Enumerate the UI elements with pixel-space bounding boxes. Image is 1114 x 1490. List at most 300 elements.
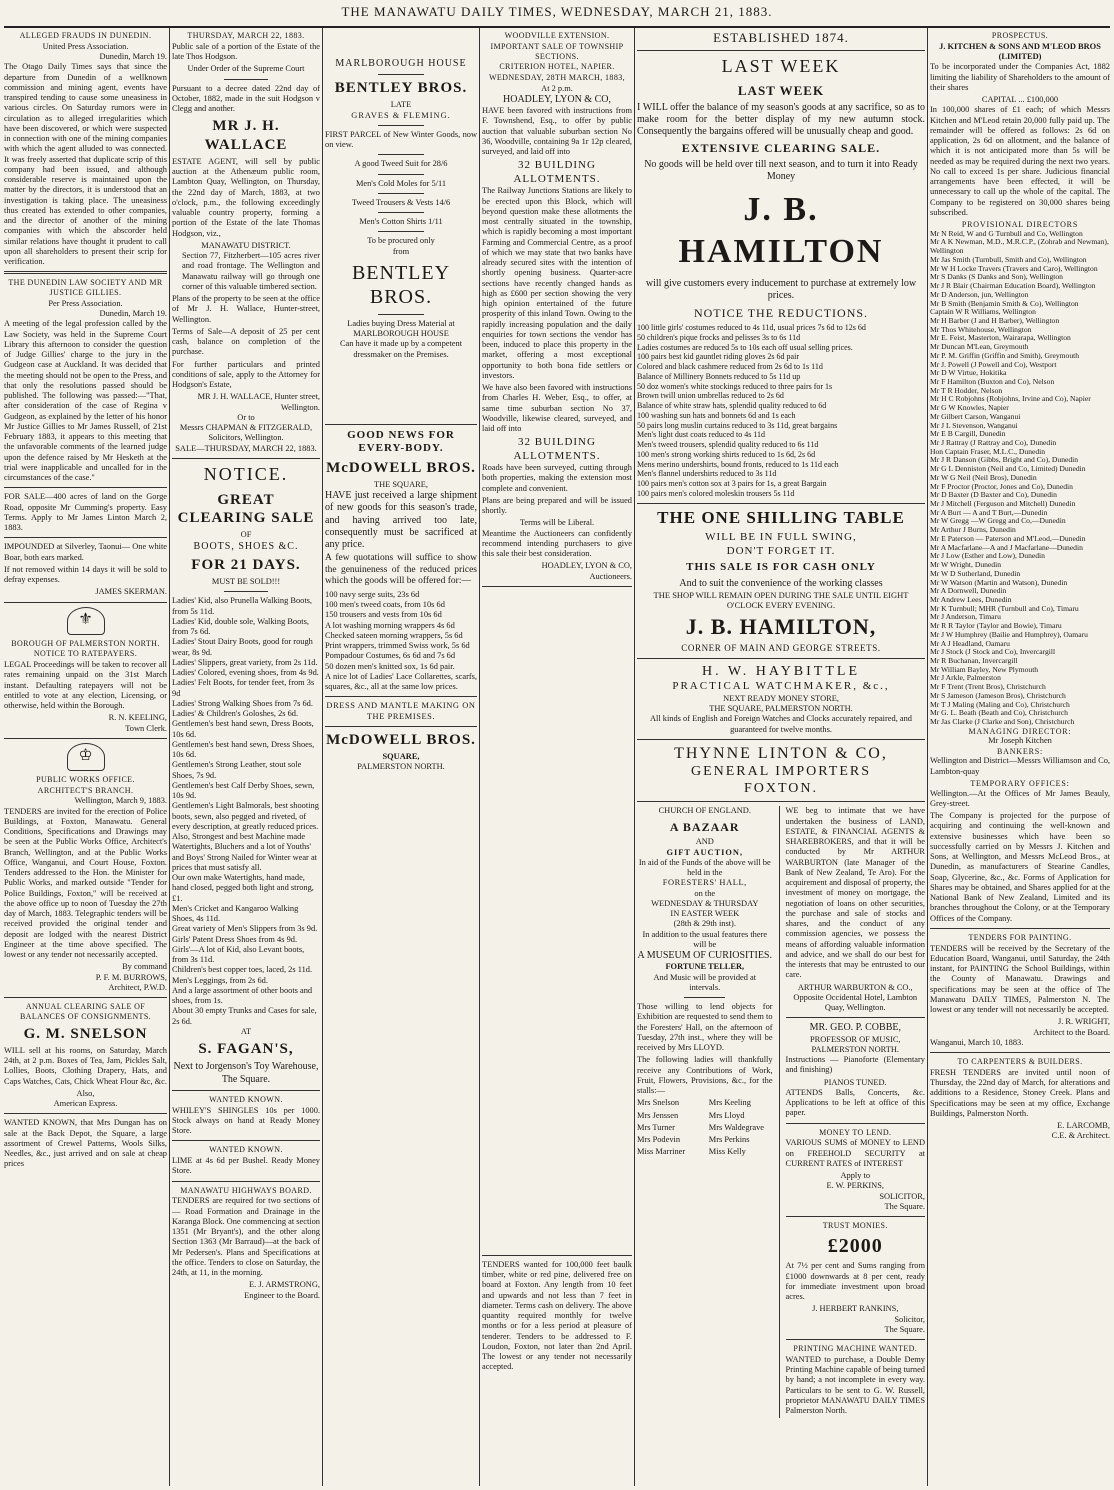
price-list-item: Ladies' Kid, double sole, Walking Boots, from 7s 6d.	[172, 616, 309, 637]
advert-text: Apply to	[840, 1171, 871, 1181]
director-item: Mr A K Newman, M.D., M.R.C.P., (Zohrab and Newman), Wellington	[930, 237, 1109, 256]
director-item: Mr S Jameson (Jameson Bros), Christchurch	[930, 690, 1066, 700]
advert-text: In addition to the usual features there will be	[642, 929, 768, 949]
ladies-list	[637, 1098, 773, 1159]
advert-name: J. KITCHEN & SONS AND M'LEOD BROS (LIMITED)	[939, 41, 1101, 61]
director-item: Mr J L Stevenson, Wanganui	[930, 420, 1018, 430]
director-item: Mr A J Headland, Oamaru	[930, 638, 1010, 648]
notice-signature-title: Architect, P.W.D.	[108, 982, 167, 992]
article-source: United Press Association.	[42, 41, 129, 51]
price-list-item: Gentlemen's Light Balmorals, best shooting boots, sewn, also pegged and riveted, of every description, at greatly reduced prices.	[172, 801, 319, 831]
price-list-item: Gentlemen's best hand sewn, Dress Shoes, 10s 6d.	[172, 739, 315, 760]
notice-date: Wellington, March 9, 1883.	[74, 796, 167, 806]
advert-text: Or to	[237, 412, 255, 422]
advert-text: DRESS AND MANTLE MAKING ON THE PREMISES.	[326, 701, 476, 721]
advert-name: S. FAGAN'S,	[198, 1041, 294, 1058]
advert-signature: Messrs CHAPMAN & FITZGERALD, Solicitors, Wellington.	[179, 423, 313, 443]
advert-title: PROSPECTUS.	[991, 31, 1049, 40]
price-list	[172, 596, 320, 1027]
advert-body: The Railway Junctions Stations are likely to be erected upon this Block, which will beyond question make these allotments the most centrally situated in the township, which is rapidly becoming a most important Farming and Commercial Centre, as a proof of which we may state that two banks have already secured sites with the intention of shortly opening business. Quarter-acre sections have recently changed hands as high as £600 per section showing the very high opinion entertained of the future prosperity of this inland Town. Owing to the rapidly increasing population and the daily enquiries for town sections the vendor has been, induced to place this property in the market, offering a most exceptional opportunity to both bona fide settlers or investors.	[482, 186, 632, 380]
advert-heading: BANKERS:	[997, 746, 1043, 756]
advert-body: Those willing to lend objects for Exhibition are requested to send them to the Foresters' Hall, on the afternoon of Tuesday, 27th inst., where they will be received by Mrs LLOYD.	[637, 1002, 773, 1053]
advert-body: WHILEY'S SHINGLES 10s per 1000. Stock always on hand at Ready Money Store.	[172, 1105, 320, 1136]
director-item: Mr R R Taylor (Taylor and Bowie), Timaru	[930, 621, 1062, 631]
advert-headline: GREAT CLEARING SALE	[177, 491, 315, 527]
advert-headline: EXTENSIVE CLEARING SALE.	[681, 141, 881, 156]
price-list-item: Men's Leggings, from 2s 6d.	[172, 975, 268, 985]
advert-name: BENTLEY BROS.	[334, 80, 468, 97]
advert-body: At 7½ per cent and Sums ranging from £1000 downwards at 8 per cent, ready for immediate investment upon broad acres.	[785, 1261, 925, 1302]
director-item: Mr J Anderson, Timaru	[930, 612, 1001, 622]
advert-text: PRACTICAL WATCHMAKER, &c.,	[672, 680, 890, 693]
advert-item: Men's Cold Moles for 5/11	[355, 178, 447, 188]
advert-text: Terms will be Liberal.	[519, 518, 595, 528]
article-dateline: Dunedin, March 19.	[99, 52, 167, 61]
spacer	[482, 591, 632, 1251]
price-list-item: Gentlemen's best Calf Derby Shoes, sewn, 10s 9d.	[172, 780, 315, 801]
advert-body: Plans are being prepared and will be issued shortly.	[482, 495, 632, 516]
director-item: Mr J Arkle, Palmerston	[930, 673, 1001, 683]
price-list-item: Balance of Millinery Bonnets reduced to 5s 11d up	[637, 371, 801, 381]
notice-title: BOROUGH OF PALMERSTON NORTH.	[11, 638, 160, 648]
advert-text: Pursuant to a decree dated 22nd day of October, 1882, made in the suit Hodgson v Clegg and another.	[172, 83, 320, 113]
advert-title: TO CARPENTERS & BUILDERS.	[957, 1057, 1083, 1067]
advert-text: MUST BE SOLD!!!	[211, 577, 281, 587]
director-item: Mr Thos Whitehouse, Wellington	[930, 324, 1032, 334]
advert-body: Terms of Sale—A deposit of 25 per cent cash, balance on completion of the purchase.	[172, 326, 320, 357]
advert-text: To be procured only	[367, 236, 435, 246]
advert-body: Section 77, Fitzherbert—105 acres river and road frontage. The Wellington and Manawatu railway will go through one corner of this valuable timbered section.	[182, 251, 320, 291]
advert-body: I WILL offer the balance of my season's goods at any sacrifice, so as to make room for the better display of my new autumn stock. Consequently the bargains offered will be unusually cheap and good.	[637, 101, 925, 138]
royal-arms-icon: ♔	[67, 743, 105, 771]
lady-name: Mrs Lloyd	[708, 1110, 745, 1120]
advert-text: SQUARE,	[382, 752, 420, 762]
advert-address: THE SQUARE, PALMERSTON NORTH.	[709, 704, 853, 714]
article-body: The Otago Daily Times says that since the departure from Dunedin of a wellknown commission and mining agent, events have transpired tending to cause some uneasiness in various circles. On Saturday rumors were in circulation as to alleged irregularities which have been discovered, or which were suspected in connection with one of the mining companies with which the agent alluded to was connected. It was freely asserted that duplicate scrip of this company had been issued, and although considerable reserve is maintained upon the matter by the directors, it is understood that an investigation is taking place. The uneasiness thus created has extended to other companies, and the director of another of the mining companies with which the abscorder held similar relations have thought it prudent to call upon all shareholders to present their scrip for verification.	[4, 62, 167, 266]
price-list-item: 100 washing sun hats and bonnets 6d and 1s each	[637, 410, 796, 420]
advert-body: TENDERS will be received by the Secretary of the Education Board, Wanganui, until Saturday, the 24th instant, for PAINTING the School Buildings, within the County of Manawatu. Drawings and specifications may be seen at the office of The Manawatu DAILY TIMES, Palmerston N. The lowest or any tender will not necessarily be accepted.	[930, 943, 1110, 1015]
advert-headline: LAST WEEK	[721, 55, 841, 76]
lady-name: Mrs Jenssen	[637, 1110, 679, 1120]
price-list-item: 50 doz women's white stockings reduced to three pairs for 1s	[637, 381, 833, 391]
advert-text: DON'T FORGET IT.	[726, 544, 836, 557]
director-item: Mr W H Locke Travers (Travers and Caro), Wellington	[930, 263, 1098, 273]
price-list	[637, 323, 925, 499]
divider	[4, 602, 167, 603]
advert-text: from	[392, 246, 410, 256]
divider	[637, 50, 925, 51]
director-item: Mr G W Knowles, Napier	[930, 403, 1009, 413]
notice-subtitle: NOTICE TO RATEPAYERS.	[33, 649, 138, 659]
price-list-item: Men's Cricket and Kangaroo Walking Shoes, 4s 11d.	[172, 903, 299, 924]
advert-body: For further particulars and printed conditions of sale, apply to the Attorney for Hodgson's Estate,	[172, 359, 320, 390]
advert-body: WILL sell at his rooms, on Saturday, March 24th, at 2 p.m. Boxes of Tea, Jam, Pickles Salt, Lollies, Boots, Clothing Drapery, Hats, and Caps Watches, Cats, Chick Wheat Flour &c, &c.	[4, 1045, 167, 1086]
advert-headline: LAST WEEK	[737, 82, 825, 98]
advert-title: PRINTING MACHINE WANTED.	[793, 1344, 918, 1354]
price-list-item: Men's light dust coats reduced to 4s 11d	[637, 430, 766, 440]
advert-text: GRAVES & FLEMING.	[351, 110, 451, 120]
advert-headline: A MUSEUM OF CURIOSITIES.	[637, 950, 772, 962]
director-item: Mr A Macfarlane—A and J Macfarlane—Dunedin	[930, 542, 1083, 552]
divider	[4, 997, 167, 998]
advert-text: will give customers every inducement to purchase at extremely low prices.	[645, 278, 917, 302]
price-list-item: Girls'—A lot of Kid, also Levant boots, from 3s 11d.	[172, 944, 305, 965]
divider	[325, 696, 477, 697]
notices-column	[786, 806, 925, 1418]
advert-signature-title: Auctioneers.	[589, 571, 632, 581]
advert-name: MR. GEO. P. COBBE,	[809, 1022, 901, 1034]
director-item: Mr J R Danson (Gibbs, Bright and Co), Dunedin	[930, 455, 1079, 465]
advert-body: In 100,000 shares of £1 each; of which Messrs Kitchen and M'Leod retain 20,000 fully paid up. The remainder will be offered as follows: 2s 6d on application, 2s 6d on allotment, and the balance of which it is not anticipated more than 5s will be needed as may be required during the next two years. No call to exceed 1s per share. Judicious financial arrangements have been effected, it will be unnecessary to call up the whole of the capital. The Company to be registered on 30,000 shares being subscribed.	[930, 105, 1110, 217]
advert-text: AT	[240, 1026, 252, 1036]
article-title: THE DUNEDIN LAW SOCIETY AND MR JUSTICE GILLIES.	[8, 278, 163, 297]
advert-title: IMPORTANT SALE OF TOWNSHIP SECTIONS.	[490, 41, 624, 61]
director-item: Mr E Paterson — Paterson and M'Leod,—Dunedin	[930, 533, 1086, 543]
director-item: Mr R Buchanan, Invercargill	[930, 655, 1018, 665]
price-list-item: Ladies' Felt Boots, for tender feet, from 3s 9d	[172, 678, 315, 698]
advert-headline: GOOD NEWS FOR EVERY-BODY.	[347, 428, 455, 455]
advert-name: J. B. HAMILTON	[678, 191, 884, 270]
director-item: Mr K Turnbull; MHR (Turnbull and Co), Timaru	[930, 603, 1079, 613]
director-item: Mr Duncan M'Lean, Greymouth	[930, 342, 1029, 352]
advert-name: McDOWELL BROS.	[326, 731, 476, 748]
price-list-item: Balance of white straw hats, splendid quality reduced to 6d	[637, 401, 827, 411]
advert-text: GENERAL IMPORTERS	[690, 764, 872, 780]
director-item: Mr G. L. Beath (Beath and Co), Christchurch	[930, 708, 1068, 718]
divider	[684, 997, 725, 998]
advert-text: on the	[694, 888, 716, 898]
advert-name: McDOWELL BROS.	[326, 459, 476, 476]
divider	[378, 174, 424, 175]
advert-item: A good Tweed Suit for 28/6	[354, 159, 448, 169]
advert-text: American Express.	[53, 1099, 118, 1109]
divider	[378, 74, 424, 75]
advert-text: The Square.	[884, 1324, 925, 1334]
director-item: Mr Arthur J Burns, Dunedin	[930, 525, 1016, 535]
advert-item: Men's Cotton Shirts 1/11	[359, 217, 443, 227]
advert-body: ESTATE AGENT, will sell by public auction at the Athenæum public room, Lambton Quay, Wellington, on Thursday, the 22nd day of March, 1883, at two o'clock, p.m., the following exceedingly valuable country property, forming a portion of the Estate of the late Thomas Hodgson, viz.,	[172, 156, 320, 238]
advert-name: HOADLEY, LYON & CO,	[503, 94, 611, 105]
advert-text: LATE	[390, 100, 412, 110]
advert-name: H. W. HAYBITTLE	[701, 664, 861, 680]
advert-headline: FOR 21 DAYS.	[191, 556, 301, 573]
advert-body: A nice lot of Ladies' Lace Collarettes, scarfs, squares, &c., all at the same low prices.	[325, 671, 477, 692]
directors-list	[930, 230, 1110, 727]
article-dateline: Dunedin, March 19.	[99, 309, 167, 318]
director-item: Mr H Barber (J and H Barber), Wellington	[930, 315, 1060, 325]
advert-text: (28th & 29th inst).	[673, 919, 736, 929]
advert-body: FRESH TENDERS are invited until noon of Thursday, the 22nd day of March, for alterations and additions to a Residence, Stoney Creek. Plans and Specifications may be seen at my office, Exchange Buildings, Palmerston North.	[930, 1067, 1110, 1118]
advert-date: SALE—THURSDAY, MARCH 22, 1883.	[175, 443, 317, 453]
column-divider	[927, 28, 928, 1486]
column-4	[482, 30, 632, 1486]
advert-date: THURSDAY, MARCH 22, 1883.	[187, 31, 305, 40]
advert-text: Under Order of the Supreme Court	[187, 64, 305, 74]
advert-for-sale: FOR SALE—400 acres of land on the Gorge Road, opposite Mr Cumming's property. Easy Terms. Apply to Mr James Linton March 2, 1883.	[4, 492, 167, 532]
director-item: Mr E B Cargill, Dunedin	[930, 429, 1006, 439]
notice-signature: P. F. M. BURROWS,	[95, 972, 167, 982]
advert-body: Instructions — Pianoforte (Elementary and finishing)	[785, 1055, 925, 1075]
advert-signature: E. W. PERKINS,	[826, 1181, 884, 1191]
price-list-item: 100 little girls' costumes reduced to 4s 11d, usual prices 7s 6d to 12s 6d	[637, 323, 866, 333]
advert-text: And to suit the convenience of the working classes	[679, 577, 883, 589]
advert-text: IN EASTER WEEK	[670, 909, 740, 919]
advert-name: J. B. HAMILTON,	[685, 613, 877, 639]
divider	[378, 193, 424, 194]
notice-body: LEGAL Proceedings will be taken to recover all rates remaining unpaid on the 31st March instant. Defaulting ratepayers will not be entitled to vote at any election, Licensing, or otherwise, held within the Borough.	[4, 660, 167, 710]
director-item: Mr J. Powell (J Powell and Co), Westport	[930, 359, 1057, 369]
advert-text: dressmaker on the Premises.	[353, 349, 449, 359]
advert-text: Ladies buying Dress Material at	[347, 318, 455, 328]
advert-heading: TEMPORARY OFFICES:	[970, 778, 1070, 788]
price-list-item: Ladies' Stout Dairy Boots, good for rough wear, 8s 9d.	[172, 637, 313, 657]
divider	[4, 487, 167, 488]
advert-signature: MR J. H. WALLACE, Hunter street, Wellington.	[197, 392, 320, 412]
advert-text: MARLBOROUGH HOUSE	[353, 329, 449, 339]
price-list-item: Girls' Patent Dress Shoes from 4s 9d.	[172, 934, 298, 944]
price-list-item: 50 dozen men's knitted sox, 1s 6d pair.	[325, 661, 455, 671]
price-list-item: Gentlemen's best hand sewn, Dress Boots, 10s 6d.	[172, 719, 314, 739]
advert-text: PIANOS TUNED.	[823, 1077, 887, 1087]
spacer	[325, 30, 477, 58]
divider	[786, 1339, 925, 1340]
advert-amount: £2000	[827, 1234, 883, 1257]
spacer	[325, 360, 477, 420]
director-item: Mr Jas Smith (Turnbull, Smith and Co), Wellington	[930, 254, 1087, 264]
director-item: Mr G L Denniston (Neil and Co, Limited) Dunedin	[930, 464, 1086, 474]
column-6	[930, 30, 1110, 1486]
advert-name: BENTLEY BROS.	[351, 261, 451, 309]
column-3	[325, 30, 477, 1486]
divider	[378, 231, 424, 232]
notice-body: TENDERS are invited for the erection of Police Buildings, at Foxton, Manawatu. General Conditions, Specifications and Drawings may be seen at the Public Works Office, Architect's Branch, Wellington, and at the Public Works Office, Wanganui, and Court House, Foxton. Tenders addressed to the Hon. the Minister for Public Works, and marked outside "Tender for Police Buildings, Foxton," will be received at the above office up to noon of Tuesday the 27th day of March, 1883. Telegraphic tenders will be received provided the original tender and deposit are lodged with the nearest District Engineer at the time above specified. The lowest or any tender not necessarily accepted.	[4, 806, 167, 959]
masthead: THE MANAWATU DAILY TIMES, WEDNESDAY, MARCH 21, 1883.	[341, 4, 773, 19]
advert-signature-title: Architect to the Board.	[1033, 1027, 1110, 1037]
advert-signature: J. HERBERT RANKINS,	[812, 1304, 899, 1314]
price-list-item: 50 pairs long muslin curtains reduced to 3s 11d, great bargains	[637, 420, 838, 430]
advert-item: Tweed Trousers & Vests 14/6	[351, 197, 451, 207]
lady-name: Mrs Keeling	[708, 1098, 751, 1108]
column-divider	[634, 28, 635, 1486]
advert-body: Plans of the property to be seen at the office of Mr J. H. Wallace, Hunter-street, Wellington.	[172, 294, 320, 324]
price-list-item: 50 children's pique frocks and pelisses 3s to 6s 11d	[637, 332, 801, 342]
divider	[4, 1113, 167, 1114]
advert-text: SOLICITOR,	[879, 1191, 925, 1201]
director-item: Mr J W Humphrey (Bailie and Humphrey), Oamaru	[930, 629, 1088, 639]
divider	[930, 928, 1110, 929]
price-list-item: 100 navy serge suits, 23s 6d	[325, 589, 420, 599]
advert-headline: 32 BUILDING ALLOTMENTS.	[513, 159, 601, 185]
director-item: Mr D W Virtue, Hokitika	[930, 368, 1007, 378]
advert-text: THE SHOP WILL REMAIN OPEN DURING THE SALE UNTIL EIGHT O'CLOCK EVERY EVENING.	[653, 589, 909, 611]
lower-split	[637, 806, 925, 1418]
advert-tenders: TENDERS wanted for 100,000 feet baulk timber, white or red pine, delivered free on board at Foxton. Any length from 10 feet and upwards and not less than 7 feet in diameter. Terms cash on delivery. The above quantity required monthly for twelve months or for a less period at pleasure of tenderer. Tenders to be addressed to F. Loudon, Foxton, not later than 2nd April. The lowest or any tender not necessarily accepted.	[482, 1259, 632, 1372]
price-list-item: 150 trousers and vests from 10s 6d	[325, 610, 442, 620]
price-list-item: Great variety of Men's Slippers from 3s 9d.	[172, 924, 318, 934]
advert-title: TRUST MONIES.	[822, 1221, 888, 1231]
director-item: Mr N Reid, W and G Turnbull and Co, Wellington	[930, 228, 1083, 238]
advert-established: ESTABLISHED 1874.	[713, 30, 849, 45]
advert-text: PALMERSTON NORTH.	[357, 762, 445, 772]
director-item: Mr W Watson (Martin and Watson), Dunedin	[930, 577, 1068, 587]
borough-crest-icon: ⚜	[67, 607, 105, 635]
notice-title: PUBLIC WORKS OFFICE.	[36, 774, 135, 784]
director-item: Mr B Smith (Benjamin Smith & Co), Wellington	[930, 298, 1079, 308]
ladies-list-a	[637, 1098, 701, 1159]
divider	[4, 271, 167, 274]
advert-venue: FORESTERS' HALL,	[662, 878, 747, 888]
advert-headline: A BAZAAR	[669, 819, 740, 834]
advert-signature-title: C.E. & Architect.	[1051, 1131, 1110, 1141]
price-list-item: Colored and black cashmere reduced from 2s 6d to 1s 11d	[637, 362, 823, 372]
advert-name: MR J. H. WALLACE	[204, 118, 288, 153]
advert-body: LIME at 4s 6d per Bushel. Ready Money Store.	[172, 1156, 320, 1176]
article-body: A meeting of the legal profession called by the Law Society, was held in the Supreme Court Library this afternoon to consider the question of Judge Gillies' charge to the jury in the Gudgeon case at Auckland. It was decided that the meeting should not be open to the Press, and that only the resolutions passed should be published. The following was passed:—"That, after consideration of the case of Regina v Gudgeon, as explained by the letter of his honor Mr Justice Gillies to Mr James Russell, of 21st February 1883, it appears to this meeting that the unfavorable comments of the learned judge upon the defence raised by Mr Hesketh at the trial were inapplicable and uncalled for in the circumstances of the case."	[4, 319, 167, 482]
price-list-item: Ladies' Colored, evening shoes, from 4s 9d.	[172, 668, 319, 678]
advert-notice-heading: NOTICE.	[203, 463, 289, 484]
advert-text: PROFESSOR OF MUSIC,	[810, 1034, 901, 1044]
price-list-item: A lot washing morning wrappers 4s 6d	[325, 620, 455, 630]
director-item: Mr F Trent (Trent Bros), Christchurch	[930, 682, 1046, 692]
divider	[224, 591, 268, 592]
divider	[378, 314, 424, 315]
divider	[224, 79, 268, 80]
divider	[637, 658, 925, 659]
advert-date: Wanganui, March 10, 1883.	[930, 1037, 1024, 1047]
lady-name: Miss Kelly	[708, 1147, 746, 1157]
advert-headline: THE ONE SHILLING TABLE	[657, 507, 905, 527]
director-item: Mr W D Sutherland, Dunedin	[930, 568, 1021, 578]
advert-date: WEDNESDAY, 28TH MARCH, 1883,	[488, 73, 626, 82]
divider	[930, 1052, 1110, 1053]
advert-title: ANNUAL CLEARING SALE OF BALANCES OF CONSIGNMENTS.	[19, 1002, 152, 1021]
notice-signature: R. N. KEELING,	[108, 713, 167, 723]
price-list-item: Ladies' Kid, also Prunella Walking Boots, from 5s 11d.	[172, 596, 313, 616]
advert-body: FIRST PARCEL of New Winter Goods, now on view.	[325, 129, 477, 150]
advert-body: HAVE just received a large shipment of new goods for this season's trade, and having arrived too late, consequently must be sacrificed at any price.	[325, 490, 477, 550]
advert-headline: 32 BUILDING ALLOTMENTS.	[513, 436, 601, 462]
director-item: Mr A Burt — A and T Burt,—Dunedin	[930, 507, 1048, 517]
price-list-item: Our own make Watertights, hand made, hand closed, pegged both light and strong, £1.	[172, 873, 314, 903]
price-list-item: 100 pairs best kid gauntlet riding gloves 2s 6d pair	[637, 352, 799, 362]
director-item: Mr J Rattray (J Rattray and Co), Dunedin	[930, 438, 1057, 447]
advert-text: PALMERSTON NORTH.	[811, 1044, 899, 1054]
advert-title: WANTED KNOWN.	[209, 1094, 283, 1104]
advert-body: A few quotations will suffice to show the genuineness of the reduced prices which the goods will be offered for:—	[325, 553, 477, 587]
divider	[172, 458, 320, 459]
advert-signature: JAMES SKERMAN.	[95, 587, 167, 597]
advert-text: Solicitor,	[894, 1314, 925, 1324]
director-item: Mr F Proctor (Proctor, Jones and Co), Dunedin	[930, 481, 1073, 491]
advert-body: Wellington.—At the Offices of Mr James Beauly, Grey-street.	[930, 788, 1110, 808]
advert-body: Wellington and District—Messrs Williamson and Co, Lambton-quay	[930, 756, 1110, 776]
advert-text: AND	[695, 837, 714, 847]
divider	[637, 801, 925, 802]
advert-text: In aid of the Funds of the above will be held in the	[638, 857, 771, 878]
advert-headline: MARLBOROUGH HOUSE	[335, 58, 467, 69]
price-list-item: About 30 empty Trunks and Cases for sale, 2s 6d.	[172, 1006, 317, 1026]
divider	[637, 503, 925, 504]
advert-text: Also,	[76, 1088, 95, 1098]
advert-signature: J. R. WRIGHT,	[1057, 1017, 1110, 1027]
price-list-item: Brown twill union umbrellas reduced to 2s 6d	[637, 391, 784, 401]
divider	[172, 1181, 320, 1182]
advert-name: G. M. SNELSON	[23, 1025, 148, 1042]
advert-text: CHURCH OF ENGLAND.	[658, 806, 751, 816]
advert-subtitle: CRITERION HOTEL, NAPIER.	[499, 62, 615, 72]
advert-text: And Music will be provided at intervals.	[653, 972, 757, 992]
article-source: Per Press Association.	[48, 298, 123, 308]
price-list-item: Ladies' Slippers, great variety, from 2s 11d.	[172, 657, 318, 667]
advert-text: Mr Joseph Kitchen	[988, 736, 1052, 746]
director-item: Mr J Low (Esther and Low), Dunedin	[930, 551, 1045, 561]
divider	[786, 1216, 925, 1217]
column-5	[637, 30, 925, 1486]
price-list-item: Men's flannel undershirts reduced to 3s 11d	[637, 469, 777, 479]
notice-signature-title: Town Clerk.	[125, 723, 167, 733]
director-item: Mr D Anderson, jun, Wellington	[930, 289, 1029, 299]
column-2	[172, 30, 320, 1486]
divider	[482, 586, 632, 587]
price-list-item: 100 pairs men's cotton sox at 3 pairs for 1s, a great Bargain	[637, 479, 827, 489]
divider	[4, 537, 167, 538]
notice-body: TENDERS are required for two sections of— Road Formation and Drainage in the Karanga Block. One commencing at section 1351 (Mr Bryant's), and the other along Section 1363 (Mr Barraud)—at the back of Mr Pedersen's. Plans and Specifications at the office. Tenders to close on Saturday, the 24th, at 11, in the morning.	[172, 1196, 320, 1278]
price-list-item: And a large assortment of other boots and shoes, from 1s.	[172, 985, 313, 1006]
price-list-item: Gentlemen's Strong Leather, stout sole Shoes, 7s 9d.	[172, 760, 302, 780]
column-divider	[322, 28, 323, 1486]
advert-signature: HOADLEY, LYON & CO,	[541, 561, 632, 571]
advert-signature: E. LARCOMB,	[1057, 1121, 1110, 1131]
advert-title: WANTED KNOWN.	[209, 1145, 283, 1155]
price-list-item: 100 men's strong working shirts reduced to 1s 6d, 2s 6d	[637, 449, 816, 459]
advert-title: MONEY TO LEND.	[819, 1127, 892, 1137]
column-divider	[169, 28, 170, 1486]
advert-body: We have also been favored with instructions from Charles H. Weber, Esq., to offer, at same time suburban section No 37, Woodville, likewise cleared, surveyed, and laid off into	[482, 383, 632, 433]
advert-signature: ARTHUR WARBURTON & CO.,	[797, 982, 913, 992]
divider	[172, 1140, 320, 1141]
notice-signature-title: Engineer to the Board.	[244, 1290, 320, 1300]
notice-signature: By command	[122, 962, 167, 972]
notice-subtitle: ARCHITECT'S BRANCH.	[37, 785, 134, 795]
lady-name: Mrs Podevin	[637, 1135, 681, 1145]
advert-body: HAVE been favored with instructions from F. Townshend, Esq., to offer by public auction that valuable suburban section No 36, Woodville, containing 9a 1r 12p cleared, surveyed, and laid off into	[482, 106, 632, 157]
director-item: Mr H C Robjohns (Robjohns, Irvine and Co), Napier	[930, 394, 1091, 404]
director-item: Hon Captain Fraser, M.L.C., Dunedin	[930, 446, 1046, 456]
advert-headline: BOOTS, SHOES &C.	[193, 540, 299, 552]
price-list-item: Children's best copper toes, laced, 2s 11d.	[172, 965, 313, 975]
lady-name: Mrs Waldegrave	[708, 1122, 764, 1132]
director-item: Mr Andrew Lees, Dunedin	[930, 594, 1012, 604]
advert-name: THYNNE LINTON & CO,	[674, 744, 888, 762]
director-item: Mr J Mitchell (Ferguson and Mitchell) Dunedin	[930, 499, 1076, 509]
advert-impounded: IMPOUNDED at Silverley, Taonui— One white Boar, both ears marked.	[4, 542, 167, 562]
advert-title: TENDERS FOR PAINTING.	[968, 932, 1072, 942]
price-list-item: Pompadour Costumes, 6s 6d and 7s 6d	[325, 651, 456, 661]
advert-address: CORNER OF MAIN AND GEORGE STREETS.	[681, 643, 881, 654]
advert-body: Roads have been surveyed, cutting through both properties, making the extension most complete and convenient.	[482, 463, 632, 493]
director-item: Mr W Gregg —W Gregg and Co,—Dunedin	[930, 516, 1066, 526]
divider	[172, 1090, 320, 1091]
advert-text: WILL BE IN FULL SWING,	[705, 531, 857, 544]
advert-body: VARIOUS SUMS of MONEY to LEND on FREEHOLD SECURITY at CURRENT RATES of INTEREST	[785, 1138, 925, 1168]
price-list	[325, 590, 477, 672]
divider	[637, 739, 925, 740]
lady-name: Mrs Turner	[637, 1122, 675, 1132]
director-item: Mr William Bayley, New Plymouth	[930, 664, 1039, 674]
lady-name: Mrs Snelson	[637, 1098, 680, 1108]
price-list-item: Ladies costumes are reduced 5s to 10s each off usual selling prices.	[637, 342, 853, 352]
price-list-item: Ladies' Strong Walking Shoes from 7s 6d.	[172, 698, 313, 708]
